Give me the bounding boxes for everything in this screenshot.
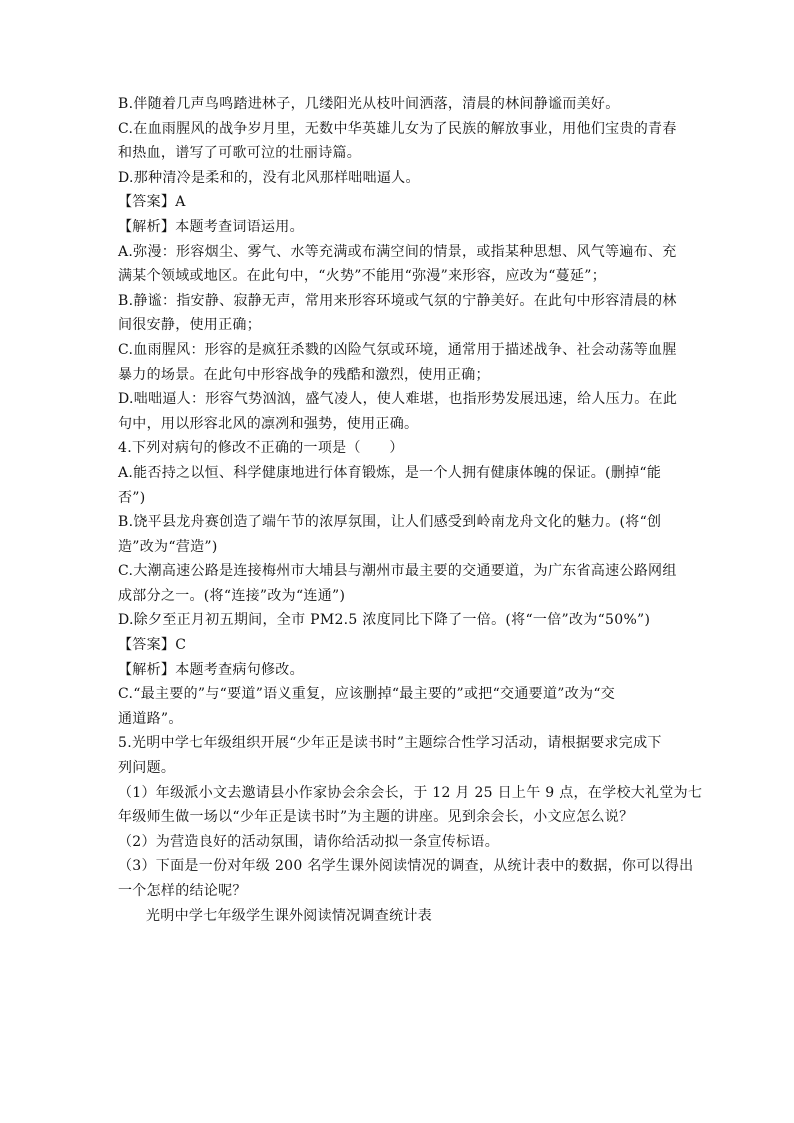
text-line: 通道路”。 — [118, 710, 183, 727]
document-body — [118, 92, 703, 928]
text-line: 年级师生做一场以“少年正是读书时”为主题的讲座。见到余会长，小文应怎么说？ — [118, 809, 634, 826]
text-line: 造”改为“营造”) — [118, 538, 218, 555]
text-line: （3）下面是一份对年级 200 名学生课外阅读情况的调查，从统计表中的数据，你可以得出 — [118, 858, 694, 875]
text-line: B.伴随着几声鸟鸣踏进林子，几缕阳光从枝叶间洒落，清晨的林间静谧而美好。 — [118, 96, 620, 112]
text-line: 句中，用以形容北风的凛冽和强势，使用正确。 — [118, 415, 419, 432]
text-line: D.除夕至正月初五期间，全市 PM2.5 浓度同比下降了一倍。(将“一倍”改为“50%”) — [118, 612, 651, 629]
analysis-line: 【解析】本题考查词语运用。 — [118, 218, 304, 235]
analysis-line: 【解析】本题考查病句修改。 — [118, 661, 304, 678]
answer-line: 【答案】C — [118, 637, 187, 654]
table-title: 光明中学七年级学生课外阅读情况调查统计表 — [146, 907, 432, 924]
text-line: C.“最主要的”与“要道”语义重复，应该删掉“最主要的”或把“交通要道”改为“交 — [118, 686, 616, 703]
text-line: C.血雨腥风：形容的是疯狂杀戮的凶险气氛或环境，通常用于描述战争、社会动荡等血腥 — [118, 341, 677, 358]
text-line: B.饶平县龙舟赛创造了端午节的浓厚氛围，让人们感受到岭南龙舟文化的魅力。(将“创 — [118, 514, 662, 531]
text-line: 间很安静，使用正确； — [118, 317, 261, 334]
text-line: B.静谧：指安静、寂静无声，常用来形容环境或气氛的宁静美好。在此句中形容清晨的林 — [118, 292, 677, 309]
answer-line: 【答案】A — [118, 194, 186, 211]
text-line: A.能否持之以恒、科学健康地进行体育锻炼，是一个人拥有健康体魄的保证。(删掉“能 — [118, 464, 662, 481]
text-line: D.那种清冷是柔和的，没有北风那样咄咄逼人。 — [118, 169, 420, 186]
text-line: C.在血雨腥风的战争岁月里，无数中华英雄儿女为了民族的解放事业，用他们宝贵的青春 — [118, 120, 677, 137]
text-line: 和热血，谱写了可歌可泣的壮丽诗篇。 — [118, 145, 362, 162]
text-line: （2）为营造良好的活动氛围，请你给活动拟一条宣传标语。 — [118, 833, 500, 850]
text-line: D.咄咄逼人：形容气势汹汹，盛气凌人，使人难堪，也指形势发展迅速，给人压力。在此 — [118, 391, 678, 408]
question-4-stem: 4.下列对病句的修改不正确的一项是（ ） — [118, 440, 404, 457]
text-line: 暴力的场景。在此句中形容战争的残酷和激烈，使用正确； — [118, 366, 490, 383]
text-line: 成部分之一。(将“连接”改为“连通”) — [118, 587, 346, 604]
text-line: 满某个领域或地区。在此句中，“火势”不能用“弥漫”来形容，应改为“蔓延”； — [118, 268, 607, 285]
text-line: A.弥漫：形容烟尘、雾气、水等充满或布满空间的情景，或指某种思想、风气等遍布、充 — [118, 243, 677, 260]
text-line: 否”) — [118, 489, 146, 506]
text-line: 列问题。 — [118, 760, 176, 777]
text-line: 一个怎样的结论呢？ — [118, 883, 247, 899]
text-line: （1）年级派小文去邀请县小作家协会余会长，于 12 月 25 日上午 9 点，在学校大礼堂为七 — [118, 784, 703, 801]
question-5-stem: 5.光明中学七年级组织开展“少年正是读书时”主题综合性学习活动，请根据要求完成下 — [118, 735, 662, 752]
text-line: C.大潮高速公路是连接梅州市大埔县与潮州市最主要的交通要道，为广东省高速公路网组 — [118, 563, 677, 580]
